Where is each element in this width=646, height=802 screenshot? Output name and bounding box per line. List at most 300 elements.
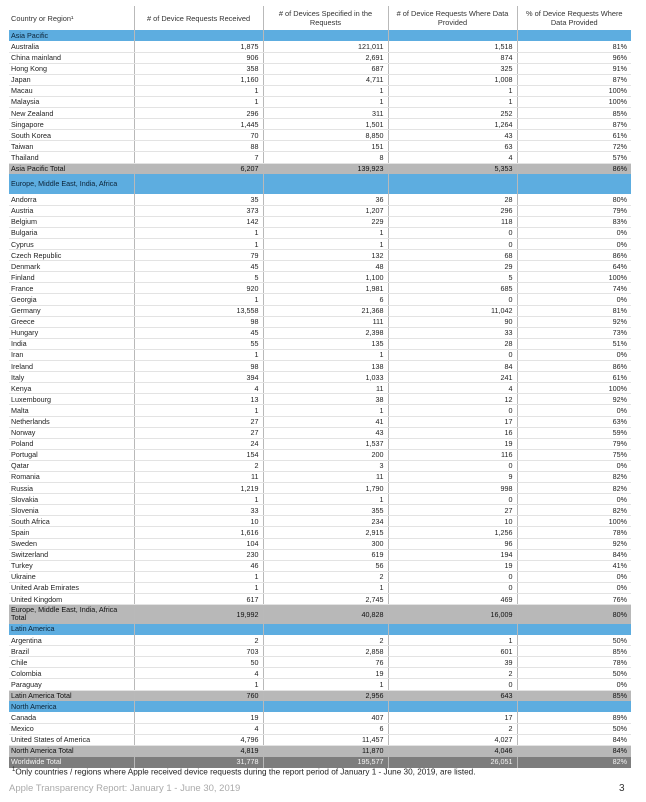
devices-specified-cell: 1 — [263, 227, 388, 238]
devices-specified-cell: 234 — [263, 516, 388, 527]
devices-specified-cell: 1,981 — [263, 283, 388, 294]
devices-specified-cell: 407 — [263, 712, 388, 723]
requests-data-provided-cell: 28 — [388, 338, 517, 349]
requests-received-cell: 1 — [134, 571, 263, 582]
requests-data-provided-cell: 0 — [388, 679, 517, 690]
requests-received-cell: 1,160 — [134, 74, 263, 85]
percent-data-provided-cell: 80% — [517, 605, 631, 624]
country-cell: Canada — [9, 712, 134, 723]
devices-specified-cell: 151 — [263, 141, 388, 152]
percent-data-provided-cell: 61% — [517, 372, 631, 383]
country-cell: Portugal — [9, 449, 134, 460]
requests-data-provided-cell: 96 — [388, 538, 517, 549]
requests-received-cell: 4 — [134, 723, 263, 734]
devices-specified-cell: 121,011 — [263, 41, 388, 52]
country-cell: South Korea — [9, 130, 134, 141]
requests-received-cell: 296 — [134, 108, 263, 119]
requests-data-provided-cell: 296 — [388, 205, 517, 216]
percent-data-provided-cell: 57% — [517, 152, 631, 163]
table-header-row — [9, 6, 631, 30]
footnote — [12, 767, 475, 777]
table-row — [9, 405, 631, 416]
table-row — [9, 657, 631, 668]
requests-data-provided-cell: 116 — [388, 449, 517, 460]
country-cell: Thailand — [9, 152, 134, 163]
requests-received-cell: 920 — [134, 283, 263, 294]
requests-received-cell: 617 — [134, 594, 263, 605]
devices-specified-cell: 1,207 — [263, 205, 388, 216]
requests-data-provided-cell: 0 — [388, 405, 517, 416]
country-cell: Greece — [9, 316, 134, 327]
country-cell: Kenya — [9, 383, 134, 394]
percent-data-provided-cell: 100% — [517, 383, 631, 394]
percent-data-provided-cell: 92% — [517, 316, 631, 327]
country-cell: Europe, Middle East, India, Africa Total — [9, 605, 134, 624]
percent-data-provided-cell: 92% — [517, 394, 631, 405]
percent-data-provided-cell: 41% — [517, 560, 631, 571]
percent-data-provided-cell: 89% — [517, 712, 631, 723]
percent-data-provided-cell: 81% — [517, 305, 631, 316]
requests-received-cell: 88 — [134, 141, 263, 152]
requests-data-provided-cell: 1 — [388, 96, 517, 107]
percent-data-provided-cell: 76% — [517, 594, 631, 605]
table-row — [9, 471, 631, 482]
requests-data-provided-cell: 0 — [388, 349, 517, 360]
requests-data-provided-cell: 43 — [388, 130, 517, 141]
table-row — [9, 194, 631, 205]
table-row — [9, 734, 631, 745]
percent-data-provided-cell: 82% — [517, 471, 631, 482]
table-body — [9, 30, 631, 768]
table-row — [9, 316, 631, 327]
percent-data-provided-cell: 0% — [517, 679, 631, 690]
requests-data-provided-cell: 17 — [388, 712, 517, 723]
devices-specified-cell: 3 — [263, 460, 388, 471]
devices-specified-cell: 8,850 — [263, 130, 388, 141]
country-cell: France — [9, 283, 134, 294]
devices-specified-cell: 41 — [263, 416, 388, 427]
requests-received-cell: 142 — [134, 216, 263, 227]
requests-data-provided-cell: 2 — [388, 668, 517, 679]
requests-received-cell: 98 — [134, 361, 263, 372]
region-header-empty-cell — [134, 624, 263, 635]
devices-specified-cell: 1 — [263, 405, 388, 416]
device-requests-table — [9, 6, 631, 768]
country-cell: Ireland — [9, 361, 134, 372]
table-row — [9, 239, 631, 250]
requests-received-cell: 13 — [134, 394, 263, 405]
percent-data-provided-cell: 0% — [517, 294, 631, 305]
percent-data-provided-cell: 86% — [517, 250, 631, 261]
country-cell: Singapore — [9, 119, 134, 130]
percent-data-provided-cell: 82% — [517, 505, 631, 516]
requests-received-cell: 1,219 — [134, 483, 263, 494]
requests-data-provided-cell: 19 — [388, 438, 517, 449]
devices-specified-cell: 11,870 — [263, 745, 388, 756]
region-header-empty-cell — [134, 701, 263, 712]
column-header-percent-data-provided: % of Device Requests Where Data Provided — [517, 6, 631, 30]
requests-received-cell: 5 — [134, 272, 263, 283]
percent-data-provided-cell: 0% — [517, 582, 631, 593]
requests-received-cell: 70 — [134, 130, 263, 141]
country-cell: Chile — [9, 657, 134, 668]
percent-data-provided-cell: 87% — [517, 74, 631, 85]
percent-data-provided-cell: 78% — [517, 657, 631, 668]
country-cell: India — [9, 338, 134, 349]
percent-data-provided-cell: 82% — [517, 483, 631, 494]
country-cell: Russia — [9, 483, 134, 494]
percent-data-provided-cell: 78% — [517, 527, 631, 538]
country-cell: Italy — [9, 372, 134, 383]
table-row — [9, 416, 631, 427]
requests-received-cell: 703 — [134, 646, 263, 657]
percent-data-provided-cell: 59% — [517, 427, 631, 438]
requests-data-provided-cell: 0 — [388, 571, 517, 582]
country-cell: Switzerland — [9, 549, 134, 560]
table-row — [9, 635, 631, 646]
page-number: 3 — [619, 783, 625, 794]
requests-data-provided-cell: 601 — [388, 646, 517, 657]
requests-data-provided-cell: 643 — [388, 690, 517, 701]
devices-specified-cell: 1 — [263, 679, 388, 690]
table-row — [9, 460, 631, 471]
country-cell: Slovenia — [9, 505, 134, 516]
table-row — [9, 505, 631, 516]
region-header-empty-cell — [388, 30, 517, 41]
requests-received-cell: 394 — [134, 372, 263, 383]
country-cell: Latin America Total — [9, 690, 134, 701]
requests-received-cell: 50 — [134, 657, 263, 668]
country-cell: Poland — [9, 438, 134, 449]
requests-data-provided-cell: 0 — [388, 460, 517, 471]
requests-data-provided-cell: 5 — [388, 272, 517, 283]
requests-data-provided-cell: 1 — [388, 85, 517, 96]
table-row — [9, 582, 631, 593]
percent-data-provided-cell: 91% — [517, 63, 631, 74]
region-header-empty-cell — [388, 624, 517, 635]
region-name: Latin America — [9, 624, 134, 635]
country-cell: New Zealand — [9, 108, 134, 119]
percent-data-provided-cell: 79% — [517, 438, 631, 449]
country-cell: United Arab Emirates — [9, 582, 134, 593]
percent-data-provided-cell: 73% — [517, 327, 631, 338]
column-header-requests-received: # of Device Requests Received — [134, 6, 263, 30]
table-row — [9, 261, 631, 272]
table-row — [9, 250, 631, 261]
report-page — [9, 6, 631, 768]
percent-data-provided-cell: 84% — [517, 745, 631, 756]
requests-received-cell: 1,875 — [134, 41, 263, 52]
table-row — [9, 594, 631, 605]
requests-received-cell: 4 — [134, 383, 263, 394]
table-row — [9, 361, 631, 372]
requests-data-provided-cell: 1 — [388, 635, 517, 646]
table-row — [9, 449, 631, 460]
devices-specified-cell: 132 — [263, 250, 388, 261]
column-header-requests-data-provided: # of Device Requests Where Data Provided — [388, 6, 517, 30]
country-cell: Australia — [9, 41, 134, 52]
requests-received-cell: 27 — [134, 427, 263, 438]
requests-received-cell: 760 — [134, 690, 263, 701]
requests-received-cell: 1,445 — [134, 119, 263, 130]
devices-specified-cell: 1,790 — [263, 483, 388, 494]
region-header-row — [9, 701, 631, 712]
country-cell: Bulgaria — [9, 227, 134, 238]
region-total-row — [9, 690, 631, 701]
requests-data-provided-cell: 1,264 — [388, 119, 517, 130]
devices-specified-cell: 1,537 — [263, 438, 388, 449]
devices-specified-cell: 687 — [263, 63, 388, 74]
devices-specified-cell: 8 — [263, 152, 388, 163]
devices-specified-cell: 19 — [263, 668, 388, 679]
devices-specified-cell: 355 — [263, 505, 388, 516]
requests-data-provided-cell: 325 — [388, 63, 517, 74]
devices-specified-cell: 229 — [263, 216, 388, 227]
requests-data-provided-cell: 12 — [388, 394, 517, 405]
requests-data-provided-cell: 1,518 — [388, 41, 517, 52]
requests-received-cell: 79 — [134, 250, 263, 261]
devices-specified-cell: 135 — [263, 338, 388, 349]
devices-specified-cell: 6 — [263, 723, 388, 734]
devices-specified-cell: 2,691 — [263, 52, 388, 63]
devices-specified-cell: 2,398 — [263, 327, 388, 338]
requests-received-cell: 2 — [134, 635, 263, 646]
table-row — [9, 349, 631, 360]
devices-specified-cell: 38 — [263, 394, 388, 405]
table-row — [9, 516, 631, 527]
percent-data-provided-cell: 86% — [517, 361, 631, 372]
country-cell: Colombia — [9, 668, 134, 679]
requests-data-provided-cell: 194 — [388, 549, 517, 560]
footnote-marker: 1 — [12, 767, 16, 773]
region-header-empty-cell — [134, 30, 263, 41]
requests-data-provided-cell: 68 — [388, 250, 517, 261]
requests-received-cell: 230 — [134, 549, 263, 560]
requests-data-provided-cell: 84 — [388, 361, 517, 372]
requests-data-provided-cell: 11,042 — [388, 305, 517, 316]
country-cell: Macau — [9, 85, 134, 96]
region-name: Asia Pacific — [9, 30, 134, 41]
country-cell: Andorra — [9, 194, 134, 205]
devices-specified-cell: 139,923 — [263, 163, 388, 174]
requests-received-cell: 35 — [134, 194, 263, 205]
percent-data-provided-cell: 0% — [517, 571, 631, 582]
requests-data-provided-cell: 17 — [388, 416, 517, 427]
requests-data-provided-cell: 1,008 — [388, 74, 517, 85]
requests-data-provided-cell: 0 — [388, 294, 517, 305]
devices-specified-cell: 1 — [263, 239, 388, 250]
percent-data-provided-cell: 75% — [517, 449, 631, 460]
requests-received-cell: 1 — [134, 405, 263, 416]
percent-data-provided-cell: 85% — [517, 108, 631, 119]
devices-specified-cell: 200 — [263, 449, 388, 460]
percent-data-provided-cell: 80% — [517, 194, 631, 205]
requests-data-provided-cell: 4 — [388, 152, 517, 163]
table-row — [9, 141, 631, 152]
devices-specified-cell: 56 — [263, 560, 388, 571]
table-row — [9, 527, 631, 538]
requests-data-provided-cell: 29 — [388, 261, 517, 272]
percent-data-provided-cell: 0% — [517, 405, 631, 416]
table-row — [9, 338, 631, 349]
region-header-empty-cell — [517, 701, 631, 712]
requests-received-cell: 33 — [134, 505, 263, 516]
percent-data-provided-cell: 50% — [517, 635, 631, 646]
percent-data-provided-cell: 100% — [517, 85, 631, 96]
country-cell: Sweden — [9, 538, 134, 549]
requests-received-cell: 373 — [134, 205, 263, 216]
region-header-empty-cell — [263, 701, 388, 712]
country-cell: Hungary — [9, 327, 134, 338]
percent-data-provided-cell: 82% — [517, 757, 631, 768]
requests-data-provided-cell: 9 — [388, 471, 517, 482]
devices-specified-cell: 300 — [263, 538, 388, 549]
percent-data-provided-cell: 100% — [517, 272, 631, 283]
requests-data-provided-cell: 19 — [388, 560, 517, 571]
requests-received-cell: 1 — [134, 85, 263, 96]
country-cell: Belgium — [9, 216, 134, 227]
devices-specified-cell: 111 — [263, 316, 388, 327]
requests-received-cell: 55 — [134, 338, 263, 349]
devices-specified-cell: 21,368 — [263, 305, 388, 316]
requests-data-provided-cell: 0 — [388, 239, 517, 250]
country-cell: Malta — [9, 405, 134, 416]
region-header-row — [9, 30, 631, 41]
country-cell: Ukraine — [9, 571, 134, 582]
table-row — [9, 152, 631, 163]
requests-data-provided-cell: 0 — [388, 227, 517, 238]
requests-data-provided-cell: 469 — [388, 594, 517, 605]
percent-data-provided-cell: 100% — [517, 516, 631, 527]
percent-data-provided-cell: 0% — [517, 227, 631, 238]
percent-data-provided-cell: 79% — [517, 205, 631, 216]
table-row — [9, 483, 631, 494]
country-cell: Georgia — [9, 294, 134, 305]
country-cell: Mexico — [9, 723, 134, 734]
percent-data-provided-cell: 74% — [517, 283, 631, 294]
requests-received-cell: 4,819 — [134, 745, 263, 756]
table-row — [9, 41, 631, 52]
table-row — [9, 130, 631, 141]
requests-received-cell: 1 — [134, 96, 263, 107]
footnote-text: Only countries / regions where Apple received device requests during the report period of January 1 - June 30, 2019, are listed. — [15, 767, 476, 777]
requests-received-cell: 19 — [134, 712, 263, 723]
requests-received-cell: 4,796 — [134, 734, 263, 745]
percent-data-provided-cell: 81% — [517, 41, 631, 52]
region-header-empty-cell — [388, 701, 517, 712]
percent-data-provided-cell: 85% — [517, 690, 631, 701]
requests-data-provided-cell: 4 — [388, 383, 517, 394]
devices-specified-cell: 43 — [263, 427, 388, 438]
devices-specified-cell: 2 — [263, 571, 388, 582]
country-cell: South Africa — [9, 516, 134, 527]
devices-specified-cell: 1 — [263, 494, 388, 505]
percent-data-provided-cell: 0% — [517, 349, 631, 360]
country-cell: Worldwide Total — [9, 757, 134, 768]
requests-received-cell: 19,992 — [134, 605, 263, 624]
devices-specified-cell: 11 — [263, 383, 388, 394]
percent-data-provided-cell: 100% — [517, 96, 631, 107]
country-cell: Malaysia — [9, 96, 134, 107]
devices-specified-cell: 11 — [263, 471, 388, 482]
country-cell: Hong Kong — [9, 63, 134, 74]
requests-data-provided-cell: 90 — [388, 316, 517, 327]
requests-received-cell: 31,778 — [134, 757, 263, 768]
table-row — [9, 646, 631, 657]
percent-data-provided-cell: 72% — [517, 141, 631, 152]
requests-received-cell: 45 — [134, 261, 263, 272]
percent-data-provided-cell: 50% — [517, 668, 631, 679]
column-header-devices-specified: # of Devices Specified in the Requests — [263, 6, 388, 30]
country-cell: China mainland — [9, 52, 134, 63]
table-row — [9, 372, 631, 383]
table-row — [9, 294, 631, 305]
country-cell: Norway — [9, 427, 134, 438]
table-row — [9, 305, 631, 316]
country-cell: Finland — [9, 272, 134, 283]
country-cell: Cyprus — [9, 239, 134, 250]
devices-specified-cell: 11,457 — [263, 734, 388, 745]
devices-specified-cell: 36 — [263, 194, 388, 205]
requests-received-cell: 2 — [134, 460, 263, 471]
table-row — [9, 549, 631, 560]
devices-specified-cell: 1 — [263, 349, 388, 360]
requests-data-provided-cell: 685 — [388, 283, 517, 294]
country-cell: Germany — [9, 305, 134, 316]
country-cell: North America Total — [9, 745, 134, 756]
table-row — [9, 205, 631, 216]
requests-received-cell: 358 — [134, 63, 263, 74]
devices-specified-cell: 76 — [263, 657, 388, 668]
requests-data-provided-cell: 1,256 — [388, 527, 517, 538]
table-row — [9, 427, 631, 438]
requests-received-cell: 6,207 — [134, 163, 263, 174]
country-cell: United Kingdom — [9, 594, 134, 605]
devices-specified-cell: 1,100 — [263, 272, 388, 283]
requests-data-provided-cell: 16 — [388, 427, 517, 438]
country-cell: Netherlands — [9, 416, 134, 427]
country-cell: Romania — [9, 471, 134, 482]
devices-specified-cell: 1,501 — [263, 119, 388, 130]
region-total-row — [9, 745, 631, 756]
worldwide-total-row — [9, 757, 631, 768]
country-cell: Austria — [9, 205, 134, 216]
region-name: Europe, Middle East, India, Africa — [9, 174, 134, 194]
country-cell: Luxembourg — [9, 394, 134, 405]
country-cell: Taiwan — [9, 141, 134, 152]
requests-data-provided-cell: 28 — [388, 194, 517, 205]
region-header-row — [9, 174, 631, 194]
requests-received-cell: 104 — [134, 538, 263, 549]
country-cell: Iran — [9, 349, 134, 360]
requests-data-provided-cell: 241 — [388, 372, 517, 383]
requests-received-cell: 98 — [134, 316, 263, 327]
table-row — [9, 63, 631, 74]
requests-data-provided-cell: 27 — [388, 505, 517, 516]
requests-received-cell: 1,616 — [134, 527, 263, 538]
requests-data-provided-cell: 252 — [388, 108, 517, 119]
country-cell: Asia Pacific Total — [9, 163, 134, 174]
devices-specified-cell: 40,828 — [263, 605, 388, 624]
requests-received-cell: 45 — [134, 327, 263, 338]
table-row — [9, 712, 631, 723]
table-row — [9, 538, 631, 549]
percent-data-provided-cell: 64% — [517, 261, 631, 272]
requests-data-provided-cell: 2 — [388, 723, 517, 734]
country-cell: Turkey — [9, 560, 134, 571]
region-header-empty-cell — [263, 30, 388, 41]
country-cell: Brazil — [9, 646, 134, 657]
